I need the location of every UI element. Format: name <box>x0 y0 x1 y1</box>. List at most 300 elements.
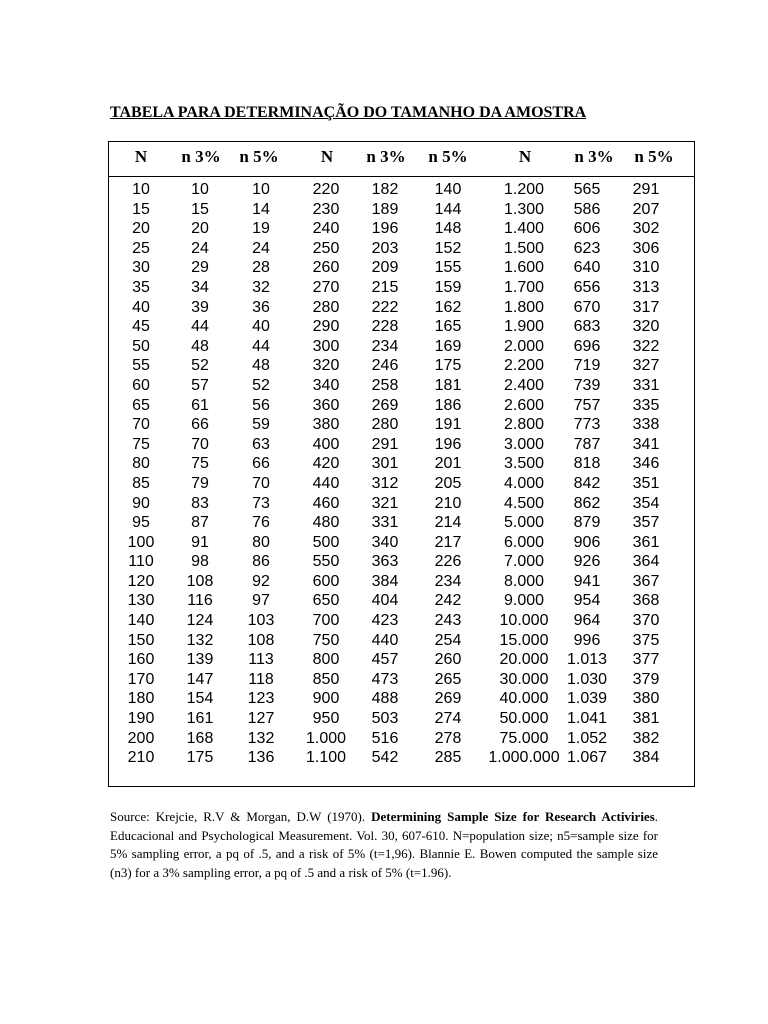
table-cell: 650 <box>312 592 340 610</box>
table-row <box>109 513 694 533</box>
table-cell: 32 <box>252 278 270 296</box>
table-cell: 800 <box>312 651 340 669</box>
table-cell: 76 <box>252 514 270 532</box>
table-cell: 70 <box>132 416 150 434</box>
table-cell: 260 <box>434 651 462 669</box>
table-cell: 169 <box>434 337 462 355</box>
table-cell: 1.800 <box>503 298 545 316</box>
table-cell: 440 <box>312 474 340 492</box>
table-cell: 246 <box>371 357 399 375</box>
table-cell: 35 <box>132 278 150 296</box>
table-cell: 44 <box>191 318 209 336</box>
table-cell: 363 <box>371 553 399 571</box>
table-cell: 381 <box>632 710 660 728</box>
table-row <box>109 670 694 690</box>
table-cell: 127 <box>247 710 275 728</box>
table-cell: 24 <box>252 239 270 257</box>
table-cell: 1.000 <box>305 729 347 747</box>
table-cell: 15.000 <box>499 631 549 649</box>
table-cell: 48 <box>191 337 209 355</box>
table-cell: 15 <box>191 200 209 218</box>
table-cell: 189 <box>371 200 399 218</box>
table-cell: 473 <box>371 670 399 688</box>
table-cell: 59 <box>252 416 270 434</box>
table-cell: 56 <box>252 396 270 414</box>
table-cell: 254 <box>434 631 462 649</box>
table-cell: 1.030 <box>566 670 608 688</box>
table-cell: 20 <box>132 220 150 238</box>
table-cell: 159 <box>434 278 462 296</box>
table-cell: 240 <box>312 220 340 238</box>
table-cell: 57 <box>191 376 209 394</box>
table-row <box>109 689 694 709</box>
table-cell: 379 <box>632 670 660 688</box>
table-row <box>109 337 694 357</box>
table-cell: 34 <box>191 278 209 296</box>
table-cell: 91 <box>191 533 209 551</box>
column-header: n 3% <box>181 147 221 166</box>
table-row <box>109 258 694 278</box>
table-cell: 228 <box>371 318 399 336</box>
table-cell: 312 <box>371 474 399 492</box>
table-cell: 340 <box>371 533 399 551</box>
table-cell: 52 <box>252 376 270 394</box>
table-cell: 364 <box>632 553 660 571</box>
table-cell: 1.039 <box>566 690 608 708</box>
table-cell: 480 <box>312 514 340 532</box>
table-cell: 80 <box>132 455 150 473</box>
table-cell: 1.200 <box>503 181 545 198</box>
table-cell: 175 <box>186 749 214 767</box>
table-cell: 60 <box>132 376 150 394</box>
table-cell: 850 <box>312 670 340 688</box>
table-cell: 291 <box>371 435 399 453</box>
table-cell: 302 <box>632 220 660 238</box>
table-cell: 132 <box>247 729 275 747</box>
column-header: n 3% <box>366 147 406 166</box>
table-title: TABELA PARA DETERMINAÇÃO DO TAMANHO DA AMOSTRA <box>110 104 587 121</box>
table-cell: 1.500 <box>503 239 545 257</box>
table-cell: 321 <box>371 494 399 512</box>
table-cell: 139 <box>186 651 214 669</box>
table-cell: 48 <box>252 357 270 375</box>
table-cell: 606 <box>573 220 601 238</box>
table-cell: 656 <box>573 278 601 296</box>
table-cell: 97 <box>252 592 270 610</box>
table-row <box>109 356 694 376</box>
table-cell: 1.600 <box>503 259 545 277</box>
table-cell: 4.500 <box>503 494 545 512</box>
source-note <box>110 808 658 882</box>
table-cell: 2.200 <box>503 357 545 375</box>
table-cell: 370 <box>632 612 660 630</box>
table-cell: 73 <box>252 494 270 512</box>
column-header: N <box>518 147 532 166</box>
table-cell: 10 <box>252 181 270 198</box>
table-cell: 200 <box>127 729 155 747</box>
source-rest: . Educacional and Psychological Measurement. Vol. 30, 607-610. N=population size; n5=sample size for 5% sampling error, a pq of .5, and a risk of 5% (t=1,96). Blannie E. Bowen computed the sample size (n3) for a 3% sampling error, a pq of .5 and a risk of 5% (t=1.96). <box>110 809 659 880</box>
table-cell: 30.000 <box>499 670 549 688</box>
table-cell: 1.067 <box>566 749 608 767</box>
table-cell: 683 <box>573 318 601 336</box>
table-cell: 360 <box>312 396 340 414</box>
table-cell: 265 <box>434 670 462 688</box>
table-cell: 132 <box>186 631 214 649</box>
table-cell: 190 <box>127 710 155 728</box>
table-cell: 123 <box>247 690 275 708</box>
table-cell: 375 <box>632 631 660 649</box>
table-cell: 384 <box>632 749 660 767</box>
table-row <box>109 376 694 396</box>
table-cell: 258 <box>371 376 399 394</box>
table-cell: 217 <box>434 533 462 551</box>
table-cell: 226 <box>434 553 462 571</box>
table-cell: 278 <box>434 729 462 747</box>
table-cell: 260 <box>312 259 340 277</box>
column-header: n 5% <box>239 147 279 166</box>
table-cell: 210 <box>434 494 462 512</box>
table-cell: 70 <box>252 474 270 492</box>
table-row <box>109 396 694 416</box>
table-cell: 377 <box>632 651 660 669</box>
table-cell: 19 <box>252 220 270 238</box>
table-cell: 290 <box>312 318 340 336</box>
table-cell: 20 <box>191 220 209 238</box>
table-cell: 335 <box>632 396 660 414</box>
table-cell: 750 <box>312 631 340 649</box>
table-cell: 66 <box>252 455 270 473</box>
table-cell: 4.000 <box>503 474 545 492</box>
table-row <box>109 474 694 494</box>
table-cell: 250 <box>312 239 340 257</box>
table-row <box>109 650 694 670</box>
table-cell: 92 <box>252 572 270 590</box>
table-cell: 488 <box>371 690 399 708</box>
table-cell: 180 <box>127 690 155 708</box>
table-cell: 98 <box>191 553 209 571</box>
table-cell: 1.400 <box>503 220 545 238</box>
table-cell: 382 <box>632 729 660 747</box>
table-cell: 15 <box>132 200 150 218</box>
table-cell: 14 <box>252 200 270 218</box>
table-cell: 182 <box>371 181 399 198</box>
table-cell: 25 <box>132 239 150 257</box>
table-cell: 210 <box>127 749 155 767</box>
table-row <box>109 709 694 729</box>
column-header: N <box>320 147 334 166</box>
table-cell: 116 <box>187 592 213 610</box>
table-row <box>109 298 694 318</box>
table-cell: 70 <box>191 435 209 453</box>
table-cell: 565 <box>573 181 601 198</box>
table-cell: 696 <box>573 337 601 355</box>
table-cell: 90 <box>132 494 150 512</box>
table-cell: 862 <box>573 494 601 512</box>
table-cell: 181 <box>434 376 462 394</box>
table-cell: 3.000 <box>503 435 545 453</box>
table-cell: 941 <box>573 572 601 590</box>
table-cell: 95 <box>132 514 150 532</box>
table-cell: 196 <box>434 435 462 453</box>
table-cell: 586 <box>573 200 601 218</box>
table-cell: 110 <box>128 553 154 571</box>
table-cell: 108 <box>186 572 214 590</box>
table-cell: 196 <box>371 220 399 238</box>
table-cell: 2.400 <box>503 376 545 394</box>
table-row <box>109 180 694 200</box>
table-row <box>109 611 694 631</box>
column-header: n 5% <box>428 147 468 166</box>
table-cell: 162 <box>434 298 462 316</box>
table-cell: 818 <box>573 455 601 473</box>
table-cell: 120 <box>127 572 155 590</box>
table-cell: 351 <box>632 474 660 492</box>
table-row <box>109 729 694 749</box>
table-cell: 269 <box>371 396 399 414</box>
table-row <box>109 748 694 768</box>
table-cell: 113 <box>248 651 274 669</box>
table-cell: 550 <box>312 553 340 571</box>
table-cell: 136 <box>247 749 275 767</box>
table-cell: 242 <box>434 592 462 610</box>
table-cell: 380 <box>632 690 660 708</box>
table-cell: 44 <box>252 337 270 355</box>
table-cell: 66 <box>191 416 209 434</box>
table-cell: 150 <box>127 631 155 649</box>
table-cell: 168 <box>186 729 214 747</box>
table-row <box>109 591 694 611</box>
table-cell: 457 <box>371 651 399 669</box>
table-row <box>109 435 694 455</box>
table-cell: 103 <box>247 612 275 630</box>
table-row <box>109 239 694 259</box>
table-cell: 75 <box>191 455 209 473</box>
table-cell: 420 <box>312 455 340 473</box>
table-cell: 404 <box>371 592 399 610</box>
table-row <box>109 494 694 514</box>
table-cell: 79 <box>191 474 209 492</box>
table-cell: 320 <box>632 318 660 336</box>
table-cell: 140 <box>434 181 462 198</box>
table-cell: 306 <box>632 239 660 257</box>
table-cell: 640 <box>573 259 601 277</box>
column-header: n 5% <box>634 147 674 166</box>
table-cell: 670 <box>573 298 601 316</box>
table-cell: 28 <box>252 259 270 277</box>
table-cell: 152 <box>434 239 462 257</box>
table-cell: 83 <box>191 494 209 512</box>
table-cell: 361 <box>632 533 660 551</box>
table-cell: 39 <box>191 298 209 316</box>
table-cell: 234 <box>371 337 399 355</box>
table-cell: 50 <box>132 337 150 355</box>
table-cell: 2.000 <box>503 337 545 355</box>
table-row <box>109 454 694 474</box>
table-cell: 368 <box>632 592 660 610</box>
table-cell: 118 <box>248 670 274 688</box>
table-cell: 52 <box>191 357 209 375</box>
table-cell: 24 <box>191 239 209 257</box>
table-cell: 50.000 <box>499 710 549 728</box>
table-cell: 367 <box>632 572 660 590</box>
table-cell: 340 <box>312 376 340 394</box>
table-cell: 440 <box>371 631 399 649</box>
table-cell: 86 <box>252 553 270 571</box>
table-cell: 207 <box>632 200 660 218</box>
table-row <box>109 572 694 592</box>
table-cell: 317 <box>632 298 660 316</box>
table-cell: 331 <box>371 514 399 532</box>
table-cell: 757 <box>573 396 601 414</box>
table-cell: 147 <box>186 670 214 688</box>
table-cell: 623 <box>573 239 601 257</box>
table-cell: 10 <box>191 181 209 198</box>
table-cell: 900 <box>312 690 340 708</box>
table-cell: 100 <box>127 533 155 551</box>
sample-size-table <box>108 141 695 787</box>
table-cell: 327 <box>632 357 660 375</box>
table-cell: 63 <box>252 435 270 453</box>
table-cell: 1.052 <box>566 729 608 747</box>
table-cell: 154 <box>186 690 214 708</box>
table-cell: 203 <box>371 239 399 257</box>
table-cell: 80 <box>252 533 270 551</box>
table-cell: 148 <box>434 220 462 238</box>
table-cell: 460 <box>312 494 340 512</box>
table-cell: 384 <box>371 572 399 590</box>
table-cell: 274 <box>434 710 462 728</box>
table-cell: 739 <box>573 376 601 394</box>
table-cell: 320 <box>312 357 340 375</box>
table-cell: 996 <box>573 631 601 649</box>
table-cell: 954 <box>573 592 601 610</box>
table-cell: 280 <box>371 416 399 434</box>
table-cell: 161 <box>186 710 214 728</box>
table-cell: 65 <box>132 396 150 414</box>
table-cell: 313 <box>632 278 660 296</box>
table-cell: 773 <box>573 416 601 434</box>
table-cell: 29 <box>191 259 209 277</box>
table-cell: 140 <box>127 612 155 630</box>
table-row <box>109 278 694 298</box>
table-cell: 165 <box>434 318 462 336</box>
table-row <box>109 552 694 572</box>
source-prefix: Source: Krejcie, R.V & Morgan, D.W (1970). <box>110 809 372 824</box>
table-cell: 20.000 <box>499 651 549 669</box>
table-cell: 9.000 <box>503 592 545 610</box>
table-cell: 354 <box>632 494 660 512</box>
table-cell: 75.000 <box>499 729 549 747</box>
table-cell: 950 <box>312 710 340 728</box>
table-row <box>109 533 694 553</box>
table-cell: 5.000 <box>503 514 545 532</box>
table-cell: 516 <box>371 729 399 747</box>
table-cell: 423 <box>371 612 399 630</box>
table-cell: 108 <box>247 631 275 649</box>
table-cell: 500 <box>312 533 340 551</box>
table-row <box>109 219 694 239</box>
table-cell: 160 <box>127 651 155 669</box>
table-cell: 87 <box>191 514 209 532</box>
table-cell: 30 <box>132 259 150 277</box>
table-cell: 201 <box>434 455 462 473</box>
table-cell: 503 <box>371 710 399 728</box>
table-cell: 130 <box>127 592 155 610</box>
column-header: n 3% <box>574 147 614 166</box>
table-cell: 926 <box>573 553 601 571</box>
table-header-row <box>109 142 694 177</box>
table-cell: 285 <box>434 749 462 767</box>
table-cell: 2.600 <box>503 396 545 414</box>
table-cell: 144 <box>434 200 462 218</box>
table-cell: 331 <box>632 376 660 394</box>
table-cell: 243 <box>434 612 462 630</box>
table-cell: 61 <box>191 396 209 414</box>
table-body <box>109 180 694 768</box>
table-cell: 3.500 <box>503 455 545 473</box>
table-cell: 270 <box>312 278 340 296</box>
table-cell: 700 <box>312 612 340 630</box>
table-cell: 45 <box>132 318 150 336</box>
table-cell: 36 <box>252 298 270 316</box>
table-cell: 155 <box>434 259 462 277</box>
table-cell: 1.900 <box>503 318 545 336</box>
table-cell: 338 <box>632 416 660 434</box>
table-cell: 220 <box>312 181 340 198</box>
table-row <box>109 317 694 337</box>
table-cell: 346 <box>632 455 660 473</box>
table-row <box>109 200 694 220</box>
table-cell: 2.800 <box>503 416 545 434</box>
table-cell: 85 <box>132 474 150 492</box>
table-cell: 170 <box>127 670 155 688</box>
table-cell: 214 <box>434 514 462 532</box>
table-cell: 215 <box>371 278 399 296</box>
column-header: N <box>134 147 148 166</box>
table-cell: 600 <box>312 572 340 590</box>
table-cell: 1.300 <box>503 200 545 218</box>
table-cell: 186 <box>434 396 462 414</box>
table-cell: 40.000 <box>499 690 549 708</box>
table-cell: 322 <box>632 337 660 355</box>
table-cell: 380 <box>312 416 340 434</box>
table-cell: 205 <box>434 474 462 492</box>
table-cell: 964 <box>573 612 601 630</box>
table-cell: 341 <box>632 435 660 453</box>
table-cell: 280 <box>312 298 340 316</box>
table-cell: 7.000 <box>503 553 545 571</box>
table-cell: 269 <box>434 690 462 708</box>
table-row <box>109 631 694 651</box>
table-cell: 124 <box>186 612 214 630</box>
table-cell: 400 <box>312 435 340 453</box>
table-cell: 234 <box>434 572 462 590</box>
table-cell: 10.000 <box>499 612 549 630</box>
table-cell: 301 <box>371 455 399 473</box>
table-row <box>109 415 694 435</box>
table-cell: 1.013 <box>566 651 608 669</box>
table-cell: 879 <box>573 514 601 532</box>
table-cell: 230 <box>312 200 340 218</box>
table-cell: 6.000 <box>503 533 545 551</box>
table-cell: 310 <box>632 259 660 277</box>
table-cell: 222 <box>371 298 399 316</box>
table-cell: 906 <box>573 533 601 551</box>
table-cell: 357 <box>632 514 660 532</box>
table-cell: 40 <box>252 318 270 336</box>
table-cell: 10 <box>132 181 150 198</box>
table-cell: 1.100 <box>305 749 347 767</box>
